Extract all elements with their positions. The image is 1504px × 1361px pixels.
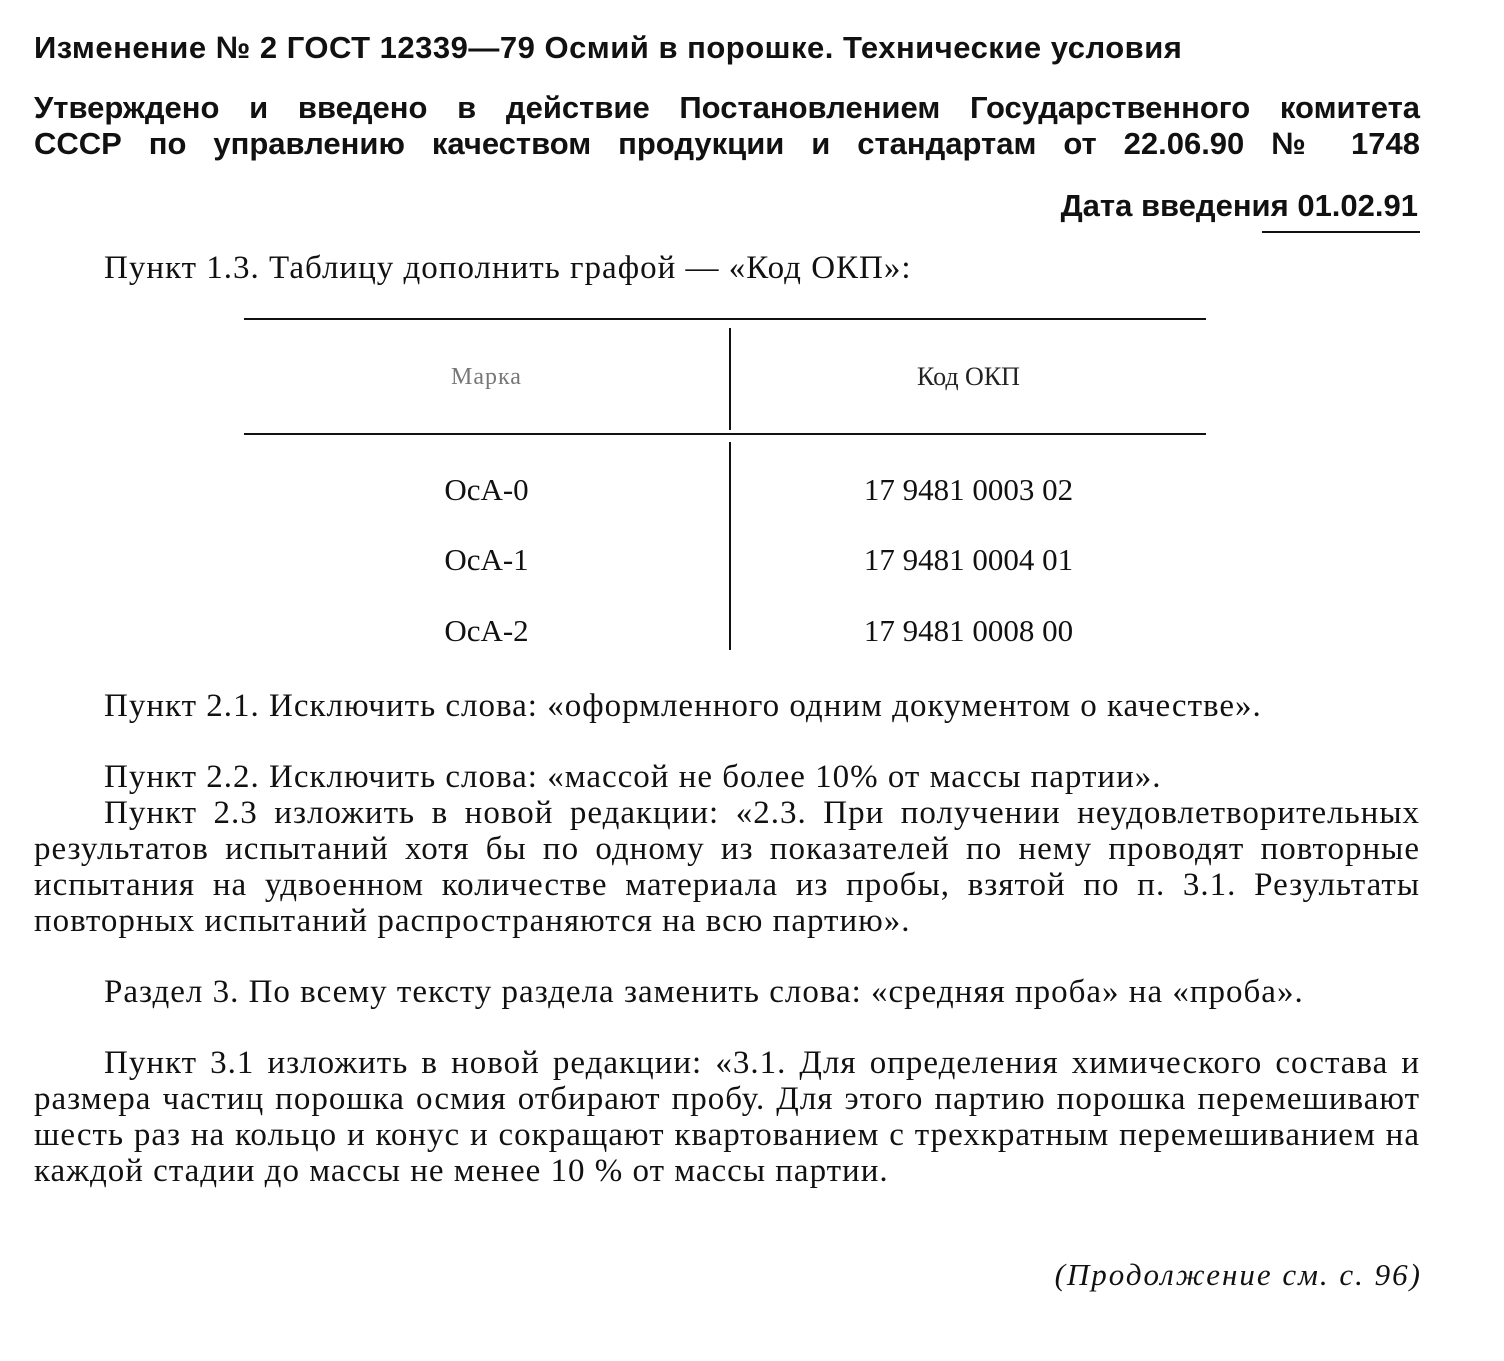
table-cell-grade: ОсА-1 [444, 542, 529, 577]
effective-date-underline [1262, 231, 1420, 233]
paragraph-text: Пункт 2.1. Исключить слова: «оформленного одним документом о качестве». [104, 688, 1262, 724]
paragraph-2-1 [34, 688, 1420, 724]
paragraph-3-1 [34, 1045, 1420, 1189]
paragraph-text: Раздел 3. По всему тексту раздела заменить слова: «средняя проба» на «проба». [104, 974, 1304, 1010]
paragraph-text: Пункт 2.2. Исключить слова: «массой не более 10% от массы партии». [104, 759, 1162, 795]
continued-note: (Продолжение см. с. 96) [1054, 1257, 1422, 1292]
table-cell-okp-code: 17 9481 0008 00 [863, 613, 1074, 648]
table-cell-okp-code: 17 9481 0003 02 [863, 472, 1074, 507]
table-top-rule [244, 318, 1206, 320]
table-cell-okp-code: 17 9481 0004 01 [863, 542, 1074, 577]
document-title: Изменение № 2 ГОСТ 12339—79 Осмий в порошке. Технические условия [34, 30, 1183, 65]
paragraph-text: Пункт 3.1 изложить в новой редакции: «3.1. Для определения химического состава и размера частиц порошка осмия отбирают пробу. Для этого партию порошка перемешивают шесть раз на кольцо и конус и сокращают квартованием с трехкратным перемешиванием на каждой стадии до массы не менее 10 % от массы партии. [34, 1045, 1420, 1189]
table-intro: Пункт 1.3. Таблицу дополнить графой — «Код ОКП»: [104, 250, 912, 286]
table-header-okp-code: Код ОКП [917, 362, 1020, 391]
paragraph-2-2 [34, 759, 1420, 795]
table-cell-grade: ОсА-2 [444, 613, 529, 648]
paragraph-text: Пункт 2.3 изложить в новой редакции: «2.3. При получении неудовлетворительных результатов испытаний хотя бы по одному из показателей по нему проводят повторные испытания на удвоенном количестве материала из пробы, взятой по п. 3.1. Результаты повторных испытаний распространяются на всю партию». [34, 795, 1420, 939]
effective-date [1061, 188, 1418, 224]
approval-statement [34, 90, 1420, 162]
paragraph-2-3 [34, 795, 1420, 939]
paragraph-section-3 [34, 974, 1420, 1010]
approval-line-1: Утверждено и введено в действие Постановлением Государственного комитета [34, 90, 1420, 125]
table-cell-grade: ОсА-0 [444, 472, 529, 507]
table-header-grade: Марка [451, 364, 522, 390]
effective-date-value: 01.02.91 [1297, 188, 1418, 223]
table-header-rule [244, 433, 1206, 435]
approval-line-2: СССР по управлению качеством продукции и стандартам от 22.06.90 № 1748 [34, 126, 1420, 161]
effective-date-label: Дата введения [1060, 188, 1289, 223]
